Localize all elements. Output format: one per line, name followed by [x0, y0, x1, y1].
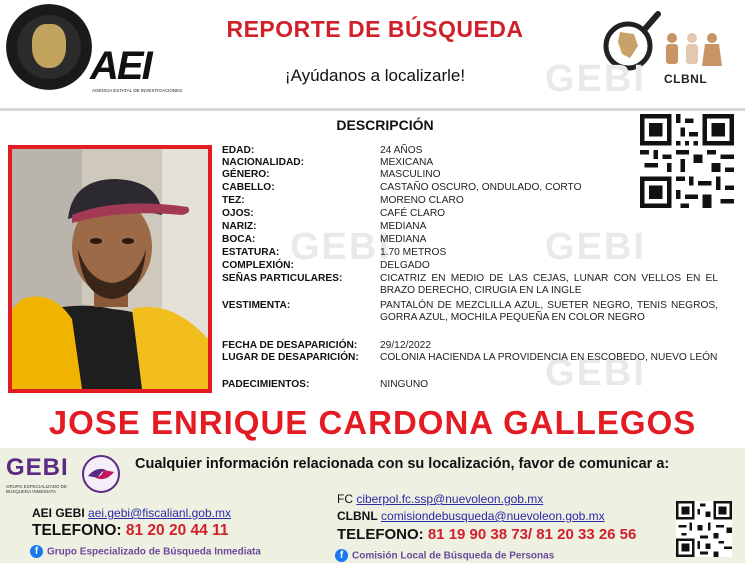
field-value: MEDIANA	[380, 234, 427, 245]
field-label: OJOS:	[222, 208, 254, 219]
aei-logo	[90, 44, 185, 94]
field-label: LUGAR DE DESAPARICIÓN:	[222, 352, 359, 363]
facebook-icon: f	[335, 549, 348, 562]
fc-email-row	[337, 492, 543, 506]
gebi-watermark: GEBI	[545, 226, 646, 268]
gebi-logo-subtext: GRUPO ESPECIALIZADO DE BÚSQUEDA INMEDIATA	[6, 484, 68, 494]
field-value: 1.70 METROS	[380, 247, 447, 258]
qr-code-icon	[676, 501, 732, 557]
field-label: BOCA:	[222, 234, 256, 245]
field-label: COMPLEXIÓN:	[222, 260, 294, 271]
fc-email-link[interactable]: ciberpol.fc.ssp@nuevoleon.gob.mx	[356, 492, 544, 506]
field-value: MASCULINO	[380, 169, 441, 180]
field-label: TEZ:	[222, 195, 245, 206]
missing-person-photo	[8, 145, 212, 393]
field-value: MEDIANA	[380, 221, 427, 232]
gebi-logo-text: GEBI	[6, 454, 69, 481]
field-value: CASTAÑO OSCURO, ONDULADO, CORTO	[380, 182, 582, 193]
gebi-watermark: GEBI	[290, 226, 391, 268]
field-label: CABELLO:	[222, 182, 275, 193]
field-value: MORENO CLARO	[380, 195, 464, 206]
aei-email-link[interactable]: aei.gebi@fiscalianl.gob.mx	[88, 506, 231, 520]
aei-phone-number[interactable]: 81 20 20 44 11	[125, 522, 229, 539]
aei-logo-subtext: AGENCIA ESTATAL DE INVESTIGACIONES	[92, 88, 183, 93]
fc-email-label: FC	[337, 492, 353, 506]
clbnl-email-link[interactable]: comisiondebusqueda@nuevoleon.gob.mx	[381, 509, 605, 523]
clbnl-email-row	[337, 509, 605, 523]
field-value: MEXICANA	[380, 157, 434, 168]
facebook-icon: f	[30, 545, 43, 558]
report-subtitle: ¡Ayúdanos a localizarle!	[284, 66, 466, 85]
clbnl-facebook-label: Comisión Local de Búsqueda de Personas	[352, 550, 555, 562]
field-label: SEÑAS PARTICULARES:	[222, 273, 343, 284]
gebi-logo	[6, 454, 126, 494]
footer	[0, 448, 745, 563]
lion-icon	[32, 24, 66, 68]
clbnl-phone-number[interactable]: 81 19 90 38 73/ 81 20 33 26 56	[427, 526, 637, 543]
field-label: ESTATURA:	[222, 247, 280, 258]
gebi-watermark: GEBI	[545, 352, 646, 394]
fiscalia-seal-logo	[6, 4, 92, 90]
report-title: REPORTE DE BÚSQUEDA	[226, 16, 524, 42]
field-label: PADECIMIENTOS:	[222, 379, 310, 390]
field-value: CAFÉ CLARO	[380, 208, 446, 219]
clbnl-facebook-row[interactable]	[335, 547, 554, 563]
aei-logo-text: AEI	[90, 44, 151, 88]
clbnl-phone-row	[337, 526, 636, 543]
aei-facebook-row[interactable]	[30, 543, 261, 561]
field-value: 24 AÑOS	[380, 145, 423, 156]
header-divider	[0, 108, 745, 111]
field-value: NINGUNO	[380, 379, 429, 390]
field-label: EDAD:	[222, 145, 255, 156]
person-photo-illustration	[12, 149, 208, 389]
field-label: GÉNERO:	[222, 169, 270, 180]
person-name: JOSE ENRIQUE CARDONA GALLEGOS	[48, 404, 697, 441]
description-title: DESCRIPCIÓN	[336, 117, 434, 133]
field-label: FECHA DE DESAPARICIÓN:	[222, 340, 358, 351]
field-value: PANTALÓN DE MEZCLILLA AZUL, SUETER NEGRO, TENIS NEGROS, GORRA AZUL, MOCHILA PEQUEÑA EN COLOR NEGRO	[380, 300, 718, 323]
field-label: NARIZ:	[222, 221, 257, 232]
aei-email-row	[32, 506, 231, 520]
field-label: VESTIMENTA:	[222, 300, 291, 311]
field-label: NACIONALIDAD:	[222, 157, 305, 168]
field-value: DELGADO	[380, 260, 430, 271]
gebi-watermark: GEBI	[545, 58, 646, 100]
aei-phone-row	[32, 522, 228, 540]
gebi-hands-icon	[80, 454, 122, 494]
aei-email-label: AEI GEBI	[32, 506, 85, 520]
contact-call-to-action: Cualquier información relacionada con su localización, favor de comunicar a:	[135, 456, 670, 472]
clbnl-email-label: CLBNL	[337, 509, 378, 523]
aei-facebook-label: Grupo Especializado de Búsqueda Inmediata	[47, 546, 261, 558]
clbnl-logo-text: CLBNL	[664, 72, 708, 86]
field-value: COLONIA HACIENDA LA PROVIDENCIA EN ESCOBEDO, NUEVO LEÓN	[380, 352, 718, 363]
aei-phone-label: TELEFONO:	[32, 522, 122, 539]
footer-qr-code[interactable]	[676, 501, 732, 557]
field-value: CICATRIZ EN MEDIO DE LAS CEJAS, LUNAR CON VELLOS EN EL BRAZO DERECHO, CIRUGIA EN LA INGLE	[380, 273, 718, 296]
clbnl-phone-label: TELEFONO:	[337, 526, 424, 543]
field-value: 29/12/2022	[380, 340, 431, 351]
